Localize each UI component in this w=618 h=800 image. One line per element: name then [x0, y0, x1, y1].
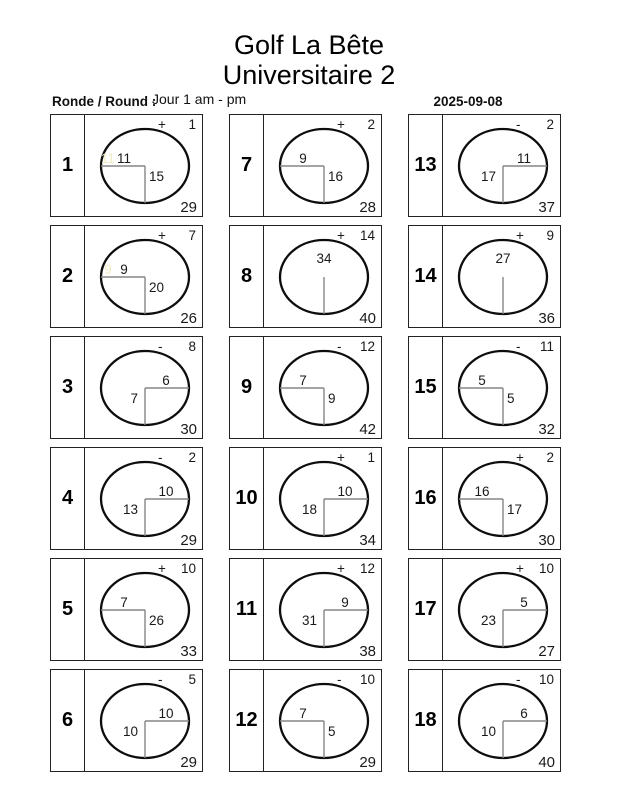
round-meta-row	[0, 90, 618, 110]
adjustment-sign: +	[516, 561, 524, 576]
green-panel	[264, 115, 381, 216]
adjustment	[158, 228, 196, 243]
side-number: 18	[301, 502, 317, 517]
adjustment-sign: -	[516, 339, 521, 354]
adjustment	[337, 117, 375, 132]
adjustment-sign: -	[516, 117, 521, 132]
hole-cell	[229, 669, 382, 772]
hole-cell	[229, 558, 382, 661]
hole-number: 6	[61, 709, 74, 731]
adjustment-sign: +	[337, 561, 345, 576]
ghost-number: 11	[100, 151, 115, 166]
adjustment-value: 12	[359, 561, 375, 576]
depth-number: 10	[158, 484, 174, 499]
green-panel	[85, 448, 202, 549]
side-number: 9	[328, 391, 336, 406]
green-panel	[443, 559, 560, 660]
hole-cell	[50, 447, 203, 550]
hole-number-column	[51, 670, 85, 771]
hole-cell	[229, 447, 382, 550]
hole-number-column	[409, 559, 443, 660]
green-panel	[264, 448, 381, 549]
side-number: 7	[130, 391, 138, 406]
depth-number: 7	[120, 595, 128, 610]
adjustment-value: 5	[188, 672, 196, 687]
adjustment-sign: -	[337, 339, 342, 354]
total-number: 29	[180, 532, 197, 549]
adjustment-sign: -	[158, 672, 163, 687]
total-number: 30	[538, 532, 555, 549]
depth-number: 9	[299, 151, 307, 166]
hole-number-column	[51, 115, 85, 216]
adjustment-sign: +	[158, 117, 166, 132]
total-number: 28	[359, 199, 376, 216]
hole-cell	[229, 114, 382, 217]
total-number: 27	[538, 643, 555, 660]
hole-cell	[408, 225, 561, 328]
hole-cell	[50, 336, 203, 439]
hole-number: 7	[240, 154, 253, 176]
depth-number: 7	[299, 373, 307, 388]
adjustment	[516, 339, 554, 354]
side-number: 5	[507, 391, 515, 406]
adjustment-value: 10	[538, 672, 554, 687]
hole-number: 18	[414, 709, 437, 731]
adjustment-sign: +	[337, 228, 345, 243]
side-number: 26	[149, 613, 165, 628]
hole-number-column	[230, 559, 264, 660]
hole-number: 14	[414, 265, 437, 287]
depth-number: 10	[158, 706, 174, 721]
adjustment	[337, 339, 375, 354]
hole-cell	[408, 336, 561, 439]
side-number: 10	[122, 724, 138, 739]
round-label: Ronde / Round :	[52, 94, 157, 109]
adjustment	[337, 450, 375, 465]
adjustment	[516, 228, 554, 243]
adjustment-value: 10	[538, 561, 554, 576]
side-number: 20	[149, 280, 165, 295]
header-titles	[0, 30, 618, 90]
green-panel	[85, 670, 202, 771]
adjustment-value: 11	[539, 339, 554, 354]
hole-number-column	[409, 448, 443, 549]
adjustment-value: 10	[359, 672, 375, 687]
adjustment-sign: -	[158, 339, 163, 354]
hole-number: 15	[414, 376, 437, 398]
total-number: 33	[180, 643, 197, 660]
hole-cell	[229, 336, 382, 439]
adjustment-value: 9	[546, 228, 554, 243]
adjustment-sign: +	[158, 561, 166, 576]
ghost-number: 9	[104, 262, 112, 277]
hole-number-column	[230, 670, 264, 771]
side-number: 10	[480, 724, 496, 739]
hole-number: 12	[235, 709, 258, 731]
depth-number: 10	[337, 484, 353, 499]
hole-number: 2	[61, 265, 74, 287]
hole-number-column	[230, 337, 264, 438]
green-panel	[443, 115, 560, 216]
green-panel	[264, 337, 381, 438]
side-number: 23	[480, 613, 496, 628]
depth-number: 5	[478, 373, 486, 388]
adjustment	[337, 672, 375, 687]
hole-number: 8	[240, 265, 253, 287]
hole-cell	[408, 558, 561, 661]
total-number: 29	[180, 199, 197, 216]
hole-number: 13	[414, 154, 437, 176]
total-number: 32	[538, 421, 555, 438]
depth-number: 9	[120, 262, 128, 277]
green-panel	[85, 226, 202, 327]
side-number: 13	[122, 502, 138, 517]
depth-number: 16	[474, 484, 490, 499]
adjustment-sign: +	[516, 228, 524, 243]
adjustment	[158, 672, 196, 687]
hole-number: 4	[61, 487, 74, 509]
adjustment	[516, 561, 554, 576]
total-number: 29	[359, 754, 376, 771]
green-panel	[85, 115, 202, 216]
hole-number: 9	[240, 376, 253, 398]
total-number: 38	[359, 643, 376, 660]
total-number: 42	[359, 421, 376, 438]
adjustment-value: 7	[188, 228, 196, 243]
adjustment	[158, 117, 196, 132]
green-panel	[85, 337, 202, 438]
hole-number: 5	[61, 598, 74, 620]
round-date: 2025-09-08	[433, 94, 503, 109]
hole-number: 3	[61, 376, 74, 398]
green-panel	[443, 670, 560, 771]
adjustment-sign: +	[158, 228, 166, 243]
hole-number-column	[230, 226, 264, 327]
holes-grid	[50, 114, 561, 772]
adjustment	[516, 117, 554, 132]
side-number: 31	[301, 613, 317, 628]
depth-number: 7	[299, 706, 307, 721]
hole-number-column	[51, 448, 85, 549]
round-value: Jour 1 am - pm	[152, 91, 247, 107]
hole-number: 10	[235, 487, 258, 509]
green-panel	[264, 559, 381, 660]
course-title: Golf La Bête	[233, 30, 385, 60]
hole-number-column	[409, 670, 443, 771]
hole-cell	[229, 225, 382, 328]
depth-number: 27	[495, 251, 511, 266]
hole-cell	[408, 447, 561, 550]
total-number: 37	[538, 199, 555, 216]
total-number: 40	[359, 310, 376, 327]
green-panel	[443, 337, 560, 438]
green-panel	[264, 670, 381, 771]
adjustment-sign: -	[158, 450, 163, 465]
course-subtitle: Universitaire 2	[222, 60, 396, 90]
adjustment-value: 8	[188, 339, 196, 354]
hole-number-column	[409, 337, 443, 438]
adjustment-value: 2	[546, 117, 554, 132]
adjustment-sign: +	[337, 117, 345, 132]
hole-number: 1	[61, 154, 74, 176]
total-number: 26	[180, 310, 197, 327]
depth-number: 11	[516, 151, 531, 166]
side-number: 5	[328, 724, 336, 739]
green-panel	[443, 448, 560, 549]
adjustment	[337, 228, 375, 243]
hole-number-column	[230, 448, 264, 549]
hole-cell	[50, 225, 203, 328]
adjustment-value: 1	[367, 450, 375, 465]
adjustment-sign: -	[516, 672, 521, 687]
hole-number: 17	[414, 598, 437, 620]
hole-number: 16	[414, 487, 437, 509]
side-number: 17	[507, 502, 523, 517]
depth-number: 5	[520, 595, 528, 610]
adjustment-value: 2	[188, 450, 196, 465]
adjustment	[158, 339, 196, 354]
side-number: 17	[480, 169, 496, 184]
adjustment	[158, 561, 196, 576]
total-number: 29	[180, 754, 197, 771]
hole-number-column	[230, 115, 264, 216]
total-number: 30	[180, 421, 197, 438]
adjustment	[516, 450, 554, 465]
hole-number-column	[51, 226, 85, 327]
depth-number: 6	[162, 373, 170, 388]
total-number: 36	[538, 310, 555, 327]
adjustment-value: 1	[188, 117, 196, 132]
adjustment-sign: +	[337, 450, 345, 465]
green-panel	[264, 226, 381, 327]
adjustment	[516, 672, 554, 687]
hole-cell	[408, 114, 561, 217]
hole-cell	[408, 669, 561, 772]
adjustment-value: 12	[359, 339, 375, 354]
green-panel	[85, 559, 202, 660]
adjustment-sign: +	[516, 450, 524, 465]
total-number: 34	[359, 532, 376, 549]
hole-number-column	[409, 226, 443, 327]
adjustment	[158, 450, 196, 465]
depth-number: 34	[316, 251, 332, 266]
hole-number: 11	[235, 598, 258, 620]
hole-cell	[50, 558, 203, 661]
depth-number: 9	[341, 595, 349, 610]
adjustment-value: 14	[359, 228, 375, 243]
depth-number: 11	[116, 151, 131, 166]
hole-number-column	[409, 115, 443, 216]
adjustment-value: 2	[546, 450, 554, 465]
side-number: 16	[328, 169, 344, 184]
hole-number-column	[51, 337, 85, 438]
adjustment-value: 2	[367, 117, 375, 132]
depth-number: 6	[520, 706, 528, 721]
side-number: 15	[149, 169, 165, 184]
green-panel	[443, 226, 560, 327]
hole-number-column	[51, 559, 85, 660]
hole-cell	[50, 114, 203, 217]
adjustment-value: 10	[180, 561, 196, 576]
total-number: 40	[538, 754, 555, 771]
adjustment-sign: -	[337, 672, 342, 687]
hole-cell	[50, 669, 203, 772]
adjustment	[337, 561, 375, 576]
